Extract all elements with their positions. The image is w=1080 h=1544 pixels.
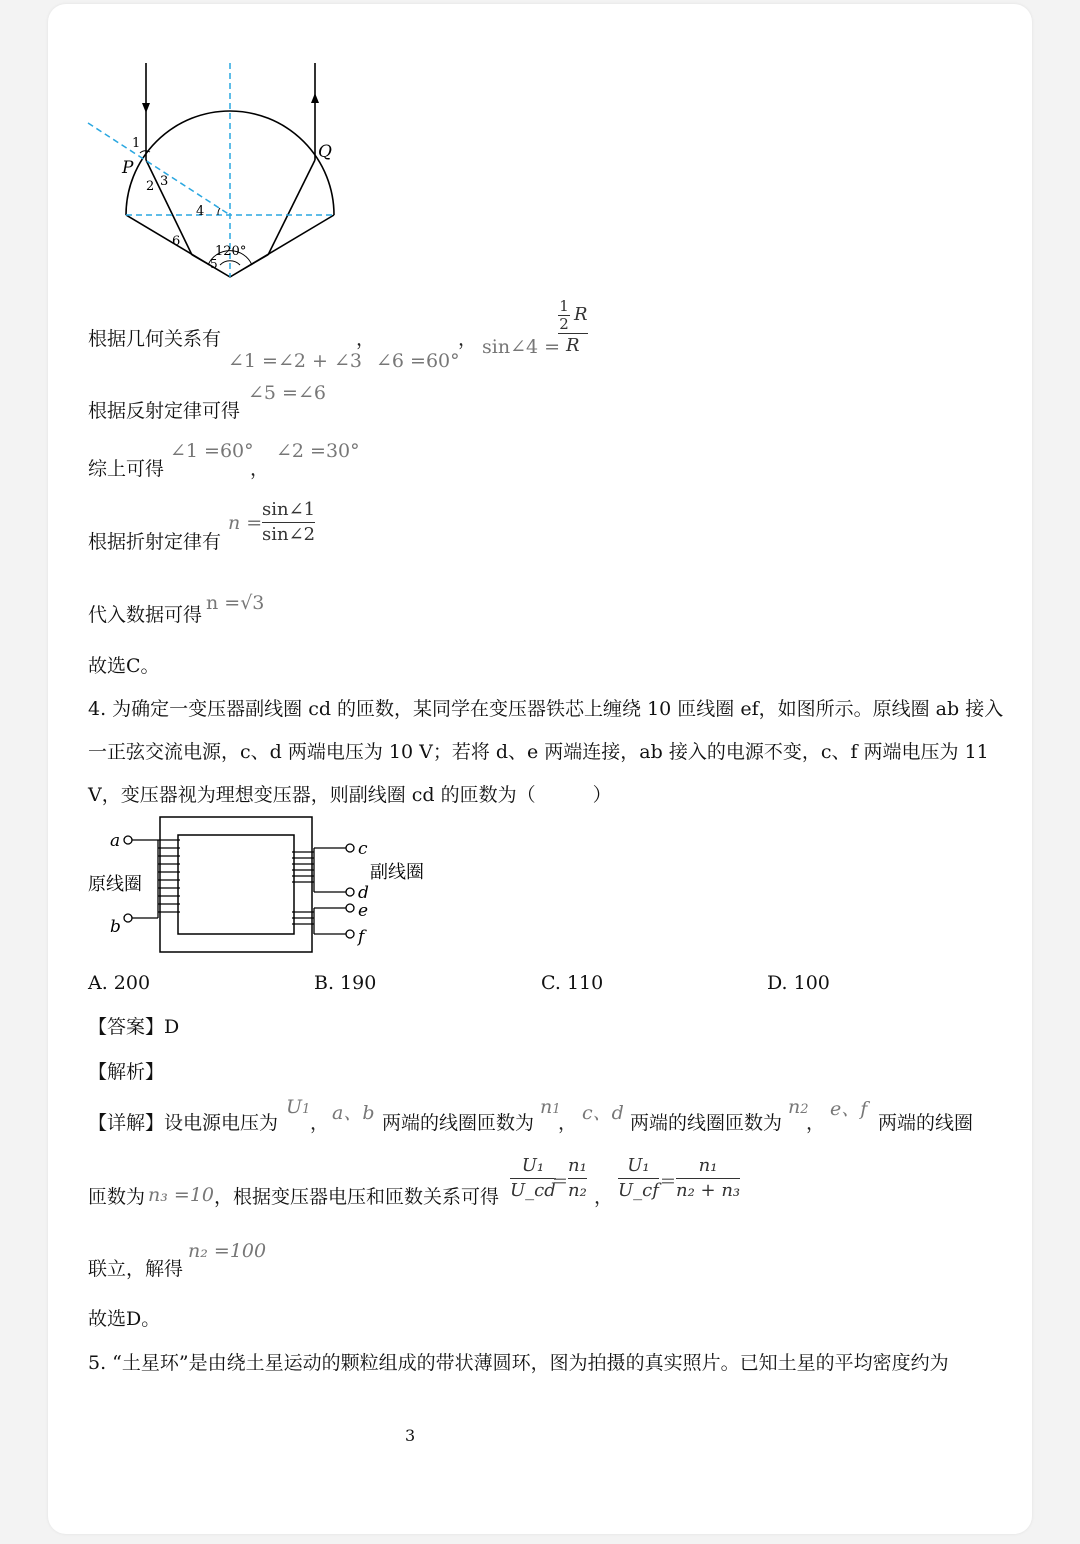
- solve-label: 联立，解得: [88, 1258, 184, 1280]
- ratio1-num-right: n₁: [568, 1155, 587, 1176]
- sin4-half-bot: 2: [559, 314, 569, 333]
- ratio2-den-left: U_cf: [618, 1179, 659, 1201]
- sum-comma: ，: [250, 458, 270, 480]
- ratio1-den-right: n₂: [568, 1179, 587, 1201]
- refr-lhs: n =: [228, 512, 263, 534]
- cd-symbol: c、d: [582, 1102, 624, 1124]
- comma-b: ，: [558, 1112, 578, 1134]
- angle-label-5: 5: [210, 257, 218, 271]
- n1-symbol: n1: [540, 1096, 561, 1118]
- ef-symbol: e、f: [830, 1098, 868, 1120]
- angle-label-4: 4: [196, 204, 205, 219]
- geo-eq1: ∠1 =∠2 + ∠3: [228, 350, 362, 372]
- transformer-diagram: [80, 812, 440, 962]
- q4-line2: 一正弦交流电源，c、d 两端电压为 10 V；若将 d、e 两端连接，ab 接入的电源不变，c、f 两端电压为 11: [88, 741, 989, 763]
- option-b: B. 190: [314, 972, 377, 994]
- refr-den: sin∠2: [262, 523, 316, 545]
- terminal-a: a: [110, 831, 121, 851]
- ratio1-num-left: U₁: [521, 1155, 545, 1176]
- terminal-f: f: [358, 927, 365, 947]
- turns-pre: 匝数为: [88, 1186, 146, 1208]
- detail-pre: 【详解】设电源电压为: [88, 1112, 279, 1134]
- ratio2-eq: =: [660, 1170, 676, 1192]
- geo-comma2: ，: [458, 328, 478, 350]
- refr-num: sin∠1: [262, 499, 316, 520]
- sin4-den: R: [566, 335, 580, 356]
- angle-label-2: 2: [146, 179, 155, 194]
- q4-line3: V，变压器视为理想变压器，则副线圈 cd 的匝数为（ ）: [88, 784, 612, 806]
- turns-mid: ，根据变压器电压和匝数关系可得: [214, 1186, 500, 1208]
- ratio1-right: [568, 1156, 587, 1201]
- angle-label-3: 3: [160, 174, 169, 189]
- point-label-q: Q: [318, 142, 332, 162]
- comma-d: ，: [594, 1186, 614, 1208]
- q4-line1: 4. 为确定一变压器副线圈 cd 的匝数，某同学在变压器铁芯上缠绕 10 匝线圈 ef，如图所示。原线圈 ab 接入: [88, 698, 1004, 720]
- refr-label: 根据折射定律有: [88, 531, 222, 553]
- sin4-half-top: 1: [559, 297, 569, 315]
- page-number: 3: [405, 1426, 416, 1445]
- geo-eq2: ∠6 =60°: [376, 350, 460, 372]
- sin4-num-r: R: [574, 303, 588, 325]
- option-a: A. 200: [88, 972, 151, 994]
- option-d: D. 100: [767, 972, 830, 994]
- u1-symbol: U1: [286, 1096, 311, 1118]
- sum-eq2: ∠2 =30°: [276, 440, 360, 462]
- sum-eq1: ∠1 =60°: [170, 440, 254, 462]
- ratio2-num-right: n₁: [698, 1155, 718, 1176]
- refl-label: 根据反射定律可得: [88, 400, 241, 422]
- ratio1-left: [510, 1156, 556, 1201]
- comma-a: ，: [310, 1112, 330, 1134]
- secondary-label: 副线圈: [370, 862, 424, 883]
- sin4-lhs: sin∠4 =: [482, 336, 561, 358]
- option-c: C. 110: [541, 972, 604, 994]
- refr-fraction: [262, 500, 315, 545]
- ratio2-num-left: U₁: [627, 1155, 650, 1176]
- terminal-b: b: [110, 917, 121, 937]
- ratio1-den-left: U_cd: [510, 1179, 556, 1201]
- ratio2-den-right: n₂ + n₃: [676, 1179, 741, 1201]
- angle-label-6: 6: [172, 234, 181, 249]
- primary-label: 原线圈: [88, 874, 142, 895]
- angle-120: 120°: [215, 244, 247, 259]
- sub-eq: n =√3: [206, 592, 265, 614]
- q5-line1: 5. “土星环”是由绕土星运动的颗粒组成的带状薄圆环，图为拍摄的真实照片。已知土星的平均密度约为: [88, 1352, 949, 1374]
- n2-symbol: n2: [788, 1096, 809, 1118]
- ab-text: 两端的线圈匝数为: [382, 1112, 535, 1134]
- ef-text: 两端的线圈: [878, 1112, 974, 1134]
- terminal-c: c: [358, 839, 368, 859]
- solve-eq: n₂ =100: [188, 1240, 267, 1262]
- optics-diagram: [80, 55, 360, 290]
- ratio2-left: [618, 1156, 659, 1201]
- refl-eq: ∠5 =∠6: [248, 382, 326, 404]
- geo-label: 根据几何关系有: [88, 328, 222, 350]
- terminal-e: e: [358, 901, 369, 921]
- n3-eq: n₃ =10: [148, 1184, 214, 1206]
- geo-comma1: ，: [356, 328, 376, 350]
- analysis-heading: 【解析】: [88, 1061, 165, 1083]
- sum-label: 综上可得: [88, 458, 165, 480]
- choose-c: 故选C。: [88, 655, 160, 677]
- ratio1-eq: =: [552, 1170, 568, 1192]
- terminal-d: d: [358, 883, 369, 903]
- comma-c: ，: [806, 1112, 826, 1134]
- ratio2-right: [676, 1156, 740, 1201]
- sub-label: 代入数据可得: [88, 604, 203, 626]
- choose-d: 故选D。: [88, 1308, 161, 1330]
- ab-symbol: a、b: [332, 1102, 375, 1124]
- point-label-p: P: [122, 158, 134, 178]
- cd-text: 两端的线圈匝数为: [630, 1112, 783, 1134]
- sin4-fraction: [558, 298, 588, 357]
- angle-label-1: 1: [132, 136, 141, 151]
- answer-line: 【答案】D: [88, 1016, 180, 1038]
